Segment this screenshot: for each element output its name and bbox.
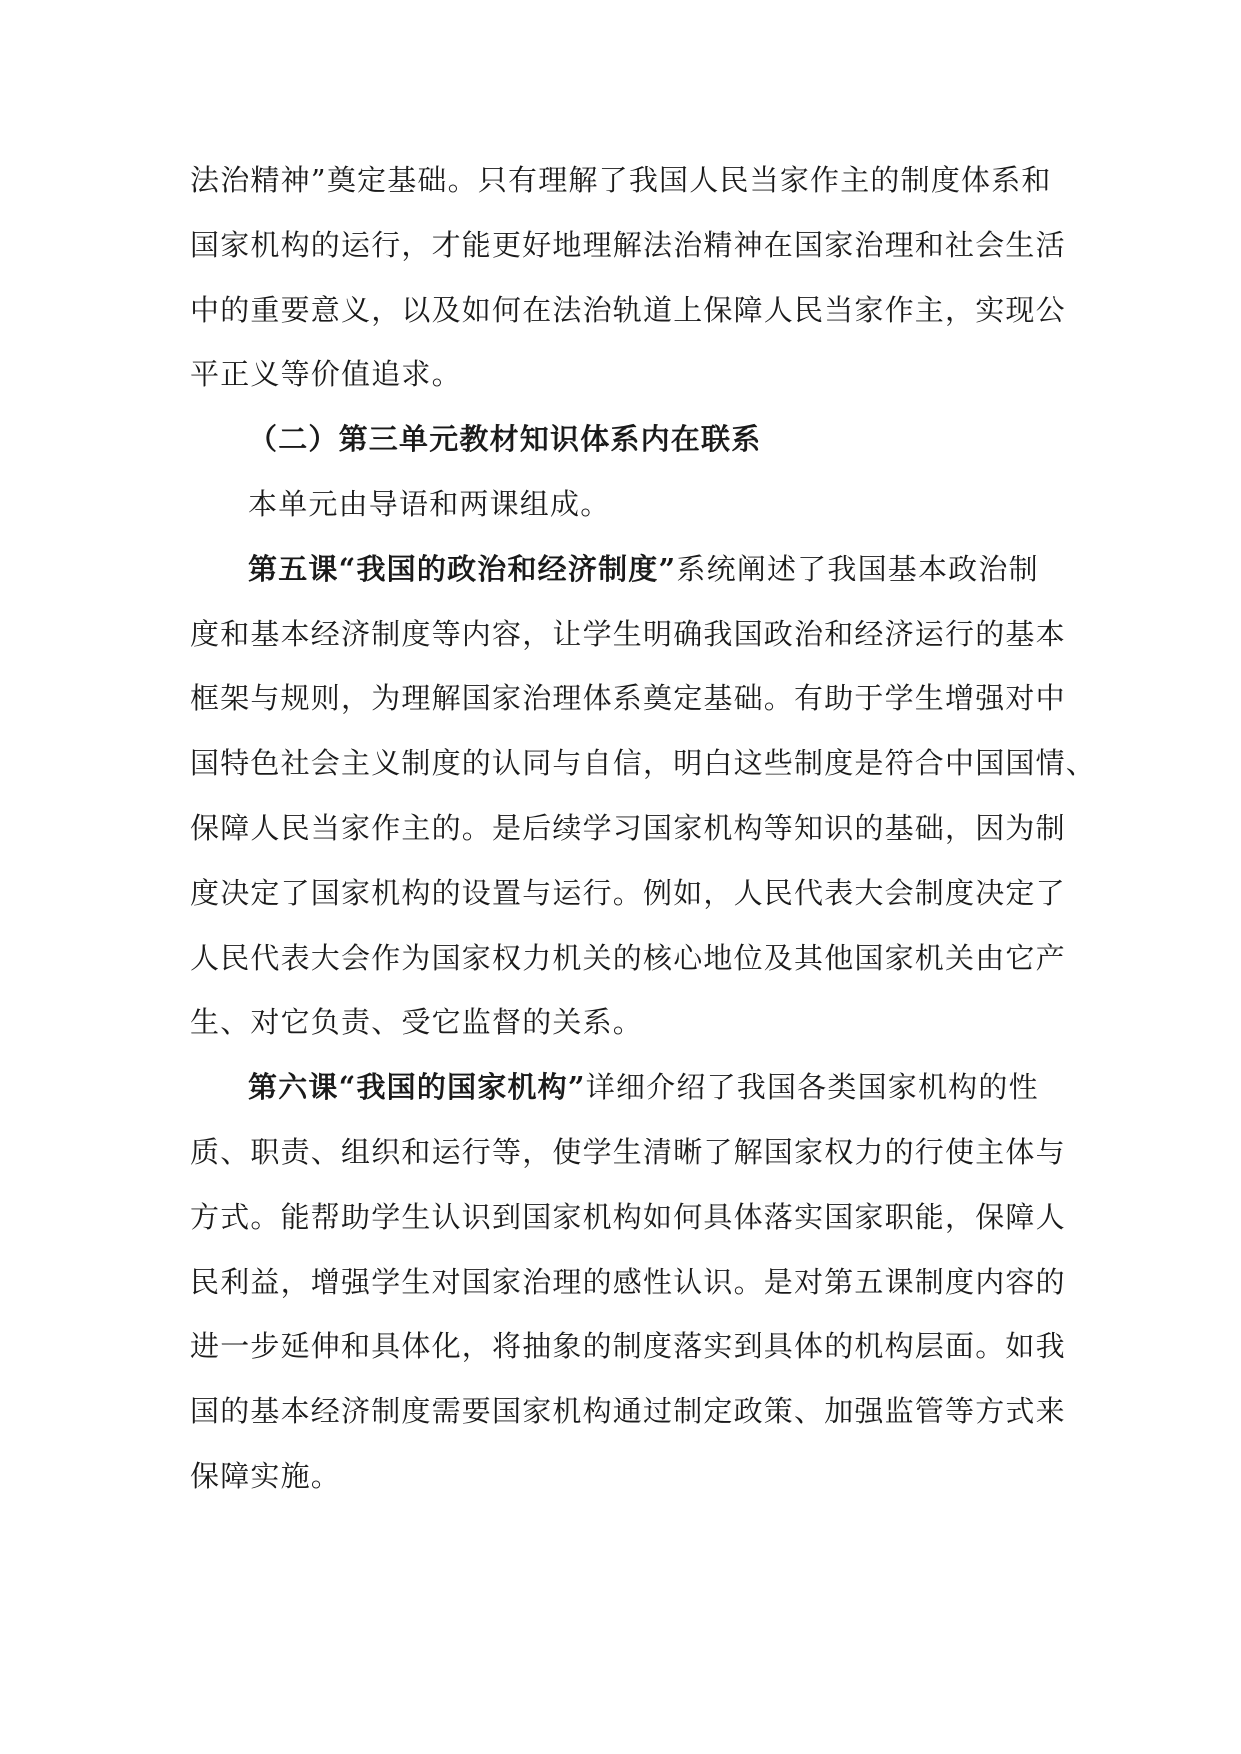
text-line: 人民代表大会作为国家权力机关的核心地位及其他国家机关由它产 [190, 940, 1066, 975]
lesson6-first-line-text: 详细介绍了我国各类国家机构的性 [585, 1070, 1039, 1105]
text-line: 质、职责、组织和运行等，使学生清晰了解国家权力的行使主体与 [190, 1134, 1066, 1169]
text-line: 法治精神”奠定基础。只有理解了我国人民当家作主的制度体系和 [190, 163, 1052, 197]
lesson5-paragraph [190, 537, 1097, 1055]
lesson6-paragraph [190, 1055, 1066, 1509]
text-line: 平正义等价值追求。 [190, 357, 462, 392]
text-line: 国特色社会主义制度的认同与自信，明白这些制度是符合中国国情、 [190, 746, 1097, 781]
unit-overview-paragraph: 本单元由导语和两课组成。 [248, 486, 611, 521]
lesson5-first-line-text: 系统阐述了我国基本政治制 [676, 551, 1039, 586]
text-line: 中的重要意义，以及如何在法治轨道上保障人民当家作主，实现公 [190, 292, 1066, 327]
lesson6-title: 第六课“我国的国家机构” [248, 1070, 586, 1105]
text-line [190, 1055, 1050, 1120]
intro-paragraph [190, 148, 1066, 407]
lesson5-title: 第五课“我国的政治和经济制度” [248, 551, 677, 586]
text-line: 民利益，增强学生对国家治理的感性认识。是对第五课制度内容的 [190, 1264, 1066, 1299]
text-line: 保障实施。 [190, 1458, 342, 1493]
text-line: 度决定了国家机构的设置与运行。例如，人民代表大会制度决定了 [190, 875, 1066, 910]
section-heading: （二）第三单元教材知识体系内在联系 [248, 422, 762, 457]
text-line: 生、对它负责、受它监督的关系。 [190, 1005, 644, 1040]
text-line: 保障人民当家作主的。是后续学习国家机构等知识的基础，因为制 [190, 810, 1066, 845]
text-line [190, 537, 1050, 602]
document-page [190, 148, 1097, 1509]
text-line: 国的基本经济制度需要国家机构通过制定政策、加强监管等方式来 [190, 1394, 1066, 1429]
text-line: 度和基本经济制度等内容，让学生明确我国政治和经济运行的基本 [190, 616, 1066, 651]
text-line: 方式。能帮助学生认识到国家机构如何具体落实国家职能，保障人 [190, 1199, 1066, 1234]
text-line: 进一步延伸和具体化，将抽象的制度落实到具体的机构层面。如我 [190, 1329, 1066, 1364]
text-line: 国家机构的运行，才能更好地理解法治精神在国家治理和社会生活 [190, 227, 1066, 262]
text-line: 框架与规则，为理解国家治理体系奠定基础。有助于学生增强对中 [190, 681, 1066, 716]
